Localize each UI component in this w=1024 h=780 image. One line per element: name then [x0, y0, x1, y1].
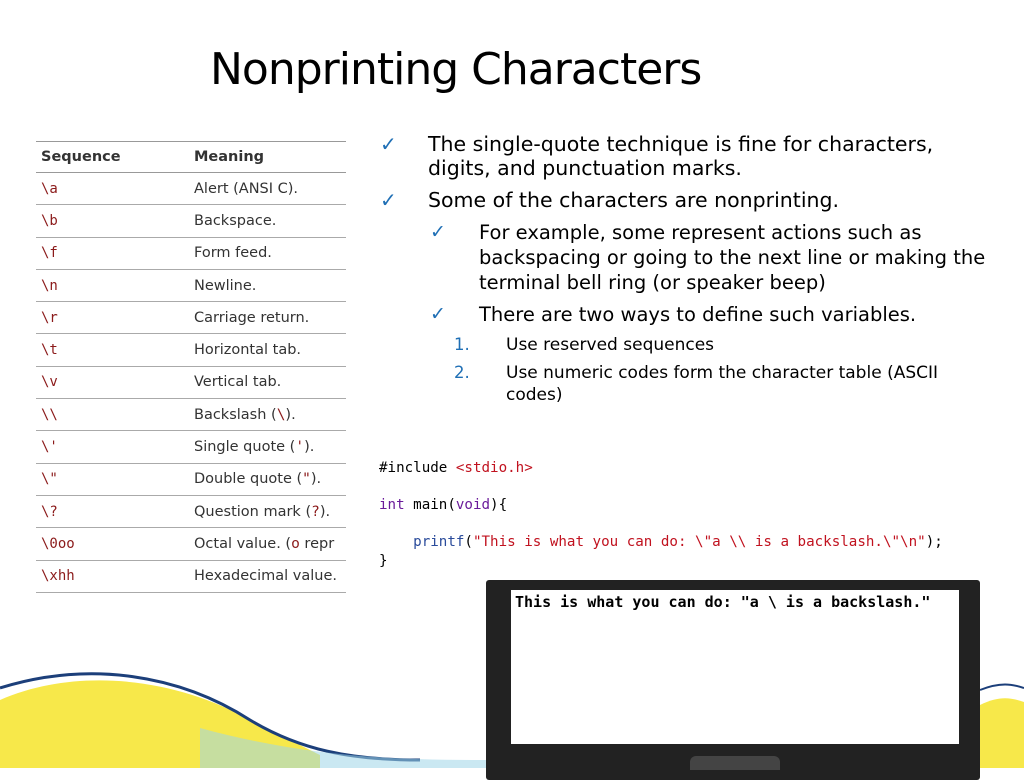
meaning-text-end: repr [299, 535, 335, 552]
sequence-cell: \f [36, 237, 189, 269]
paren-close: ); [925, 534, 943, 550]
checkmark-icon: ✓ [380, 132, 397, 156]
bullet-text: Some of the characters are nonprinting. [428, 188, 840, 212]
table-row [36, 366, 346, 398]
meaning-text: Question mark ( [194, 503, 312, 520]
table-row [36, 269, 346, 301]
meaning-cell [189, 431, 346, 463]
meaning-cell [189, 495, 346, 527]
sequence-cell: \t [36, 334, 189, 366]
meaning-code: " [302, 471, 311, 488]
checkmark-icon: ✓ [430, 221, 446, 243]
meaning-text-end: ). [285, 406, 296, 423]
brace-open: ){ [490, 497, 508, 513]
table-row [36, 528, 346, 560]
sequence-cell: \0oo [36, 528, 189, 560]
meaning-cell: Carriage return. [189, 302, 346, 334]
numbered-text: Use reserved sequences [506, 335, 715, 355]
code-sample [379, 459, 943, 570]
sequence-cell: \\ [36, 399, 189, 431]
meaning-cell: Alert (ANSI C). [189, 173, 346, 205]
wave-blue-right [980, 685, 1024, 691]
sub-bullet-item [378, 220, 998, 295]
table-row [36, 237, 346, 269]
meaning-text: Octal value. ( [194, 535, 292, 552]
escape-sequence-table [36, 141, 346, 593]
header-meaning: Meaning [189, 142, 346, 173]
sequence-cell: \xhh [36, 560, 189, 592]
meaning-cell: Vertical tab. [189, 366, 346, 398]
checkmark-icon: ✓ [380, 188, 397, 212]
function-name: main( [404, 497, 456, 513]
bullet-list [378, 132, 998, 412]
checkmark-icon: ✓ [430, 303, 446, 325]
table-row [36, 173, 346, 205]
table-row [36, 334, 346, 366]
wave-yellow-right [980, 698, 1024, 768]
meaning-cell [189, 528, 346, 560]
sequence-cell: \n [36, 269, 189, 301]
table-row [36, 463, 346, 495]
meaning-text: Single quote ( [194, 439, 296, 456]
printf-call: printf [413, 534, 465, 550]
sub-bullet-text: For example, some represent actions such as backspacing or going to the next line or making the terminal bell ring (or speaker beep) [479, 221, 986, 294]
meaning-cell: Hexadecimal value. [189, 560, 346, 592]
sequence-cell: \? [36, 495, 189, 527]
sub-bullet-text: There are two ways to define such variables. [479, 303, 917, 326]
sequence-cell: \v [36, 366, 189, 398]
meaning-cell [189, 399, 346, 431]
sequence-cell: \' [36, 431, 189, 463]
table-row [36, 399, 346, 431]
slide-title: Nonprinting Characters [210, 44, 702, 95]
meaning-cell: Horizontal tab. [189, 334, 346, 366]
meaning-text: Double quote ( [194, 471, 303, 488]
sequence-cell: \b [36, 205, 189, 237]
param-type: void [455, 497, 491, 513]
include-directive: #include [379, 460, 456, 476]
meaning-cell: Backspace. [189, 205, 346, 237]
bullet-item [378, 188, 998, 212]
meaning-code: o [291, 535, 300, 552]
numbered-item [378, 334, 998, 356]
header-sequence: Sequence [36, 142, 189, 173]
list-number: 1. [454, 335, 470, 354]
table-header-row [36, 142, 346, 173]
meaning-text-end: ). [304, 439, 315, 456]
paren-open: ( [464, 534, 473, 550]
include-header: <stdio.h> [455, 460, 533, 476]
meaning-code: ' [295, 439, 305, 456]
table-row [36, 495, 346, 527]
program-output: This is what you can do: "a \ is a backslash." [515, 593, 931, 611]
meaning-cell: Form feed. [189, 237, 346, 269]
table-row [36, 560, 346, 592]
bullet-item [378, 132, 998, 180]
meaning-cell: Newline. [189, 269, 346, 301]
sequence-cell: \a [36, 173, 189, 205]
meaning-code: ? [311, 503, 320, 520]
numbered-item [378, 362, 998, 406]
brace-close: } [379, 552, 388, 569]
meaning-cell [189, 463, 346, 495]
monitor-screen [511, 590, 959, 744]
table-row [36, 205, 346, 237]
table-row [36, 302, 346, 334]
list-number: 2. [454, 363, 470, 382]
code-indent [379, 534, 413, 550]
meaning-text-end: ). [319, 503, 331, 520]
sub-bullet-item [378, 302, 998, 327]
bullet-text: The single-quote technique is fine for characters, digits, and punctuation marks. [428, 132, 934, 180]
sequence-cell: \" [36, 463, 189, 495]
table-row [36, 431, 346, 463]
sequence-cell: \r [36, 302, 189, 334]
numbered-text: Use numeric codes form the character table (ASCII codes) [506, 363, 939, 405]
string-literal: "This is what you can do: \"a \\ is a backslash.\"\n" [472, 534, 926, 550]
meaning-code: \ [276, 406, 286, 423]
meaning-text: Backslash ( [194, 406, 277, 423]
meaning-text-end: ). [310, 471, 322, 488]
return-type: int [379, 497, 405, 513]
